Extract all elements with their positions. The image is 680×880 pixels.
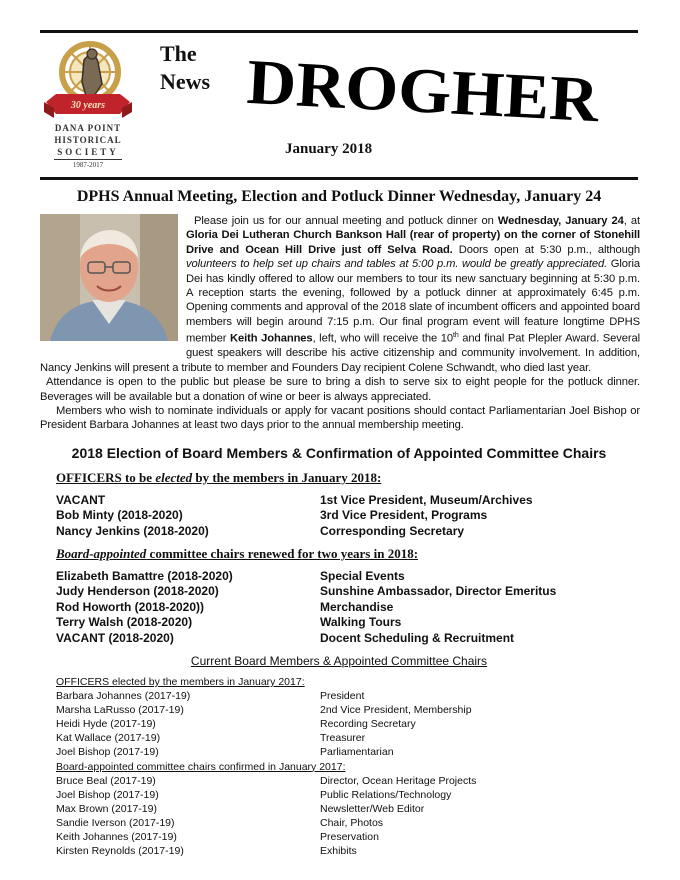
member-name: Joel Bishop (2017-19) — [56, 746, 159, 759]
anniversary-emblem-icon — [40, 38, 136, 124]
roster-row — [56, 745, 394, 759]
roster-row — [56, 599, 394, 615]
member-role: Chair, Photos — [320, 816, 384, 829]
member-name: Kat Wallace (2017-19) — [56, 732, 161, 745]
member-role: Parliamentarian — [320, 746, 394, 759]
member-name: Bruce Beal (2017-19) — [56, 774, 156, 787]
anniversary-text: 30 years — [70, 100, 106, 111]
member-role: Special Events — [320, 569, 405, 583]
member-role: President — [320, 690, 365, 703]
current-chairs-list — [56, 760, 477, 859]
member-name: Joel Bishop (2017-19) — [56, 788, 159, 801]
current-officers-list — [56, 675, 472, 760]
member-role: Recording Secretary — [320, 718, 416, 731]
masthead-bottom-rule — [40, 177, 638, 180]
masthead-title-text: DROGHER — [245, 45, 580, 134]
member-role: Treasurer — [320, 732, 366, 745]
member-role: 1st Vice President, Museum/Archives — [320, 493, 533, 507]
member-role: Docent Scheduling & Recruitment — [320, 630, 515, 645]
current-chairs-heading: Board-appointed committee chairs confirmed in January 2017: — [56, 760, 346, 773]
member-role: Public Relations/Technology — [320, 788, 452, 801]
roster-row — [56, 569, 405, 584]
logo-years: 1987-2017 — [72, 161, 104, 169]
member-role: Director, Ocean Heritage Projects — [320, 774, 477, 787]
current-board-title: Current Board Members & Appointed Committee Chairs — [190, 654, 488, 668]
roster-row — [56, 844, 357, 858]
member-name: Nancy Jenkins (2018-2020) — [56, 523, 209, 538]
member-role: Merchandise — [320, 599, 394, 614]
member-role: Walking Tours — [320, 615, 402, 630]
member-name: VACANT (2018-2020) — [56, 630, 174, 645]
masthead-subtitle — [160, 40, 210, 96]
roster-row — [56, 731, 366, 745]
masthead-the: The — [160, 41, 197, 66]
member-role: Exhibits — [320, 845, 357, 858]
member-role: 2nd Vice President, Membership — [320, 704, 472, 717]
member-name: Judy Henderson (2018-2020) — [56, 584, 219, 599]
article-paragraph-3: Members who wish to nominate individuals or apply for vacant positions should contact Parliamentarian Joel Bishop or President Barbara Johannes at least two days prior to the annual membership meeting. — [40, 405, 640, 432]
roster-row — [56, 830, 379, 844]
roster-row — [56, 788, 452, 802]
member-name: Rod Howorth (2018-2020)) — [56, 599, 205, 614]
member-name: VACANT — [56, 493, 106, 507]
member-name: Keith Johannes (2017-19) — [56, 831, 177, 844]
roster-row — [56, 802, 425, 816]
officers-to-be-elected-heading: OFFICERS to be elected by the members in January 2018: — [56, 470, 382, 485]
member-name: Sandie Iverson (2017-19) — [56, 816, 175, 829]
member-name: Terry Walsh (2018-2020) — [56, 615, 193, 630]
masthead-news: News — [160, 69, 211, 94]
member-role: Sunshine Ambassador, Director Emeritus — [320, 584, 557, 599]
chairs-renewed-list — [56, 569, 557, 646]
article-body — [40, 214, 640, 433]
member-role: Newsletter/Web Editor — [320, 802, 425, 815]
current-officers-heading: OFFICERS elected by the members in January 2017: — [56, 676, 305, 688]
dphs-logo — [40, 38, 136, 172]
photo-spacer — [40, 214, 186, 352]
member-name: Marsha LaRusso (2017-19) — [56, 704, 184, 717]
issue-date: January 2018 — [285, 141, 373, 157]
election-section-title: 2018 Election of Board Members & Confirmation of Appointed Committee Chairs — [71, 445, 607, 461]
top-rule — [40, 30, 638, 33]
chairs-renewed-heading: Board-appointed committee chairs renewed for two years in 2018: — [56, 546, 419, 561]
logo-divider — [54, 159, 122, 160]
article-headline: DPHS Annual Meeting, Election and Potluck Dinner Wednesday, January 24 — [76, 188, 602, 205]
member-role: Corresponding Secretary — [320, 523, 465, 538]
roster-row — [56, 816, 384, 830]
roster-row — [56, 774, 477, 788]
member-name: Kirsten Reynolds (2017-19) — [56, 845, 184, 858]
member-name: Barbara Johannes (2017-19) — [56, 690, 191, 703]
roster-row — [56, 615, 402, 630]
logo-line-1: DANA POINT — [54, 123, 122, 133]
masthead-title — [243, 44, 603, 134]
logo-line-3: SOCIETY — [57, 147, 119, 157]
member-role: Preservation — [320, 831, 379, 844]
member-name: Bob Minty (2018-2020) — [56, 508, 183, 523]
member-role: 3rd Vice President, Programs — [320, 508, 488, 523]
member-name: Max Brown (2017-19) — [56, 802, 157, 815]
roster-row — [56, 584, 557, 599]
officers-to-be-elected-list — [56, 493, 533, 539]
article-paragraph-1: Please join us for our annual meeting and potluck dinner on Wednesday, January 24, at Gloria Dei Lutheran Church Bankson Hall (rear of property) on the corner of Stonehill Drive and Ocean Hill Drive just off Selva Road. Doors open at 5:30 p.m., although volunteers to help set up chairs and tables at 5:00 p.m. would be greatly appreciated. Gloria Dei has kindly offered to allow our members to tour its new sanctuary beginning at 5:30 p.m. A reception starts the evening, followed by a potluck dinner at approximately 6:45 p.m. Opening comments and approval of the 2018 slate of incumbent officers and appointed board members will begin around 7:15 p.m. Our final program event will feature longtime DPHS member Keith Johannes, left, who will receive the 10th and final Pat Plepler Award. Several guest speakers will describe his active citizenship and community involvement. In addition, Nancy Jenkins will present a tribute to member and Founders Day recipient Colene Schwandt, who died last year. — [40, 215, 640, 374]
roster-row — [56, 689, 365, 703]
member-name: Heidi Hyde (2017-19) — [56, 718, 156, 731]
roster-row — [56, 508, 488, 523]
logo-line-2: HISTORICAL — [54, 135, 122, 145]
roster-row — [56, 523, 465, 539]
member-name: Elizabeth Bamattre (2018-2020) — [56, 569, 233, 583]
roster-row — [56, 717, 416, 731]
roster-row — [56, 493, 533, 508]
article-paragraph-2: Attendance is open to the public but please be sure to bring a dish to serve six to eight people for the potluck dinner. Beverages will be available but a donation of wine or beer is always appreciated. — [40, 376, 640, 403]
roster-row — [56, 703, 472, 717]
roster-row — [56, 630, 515, 646]
